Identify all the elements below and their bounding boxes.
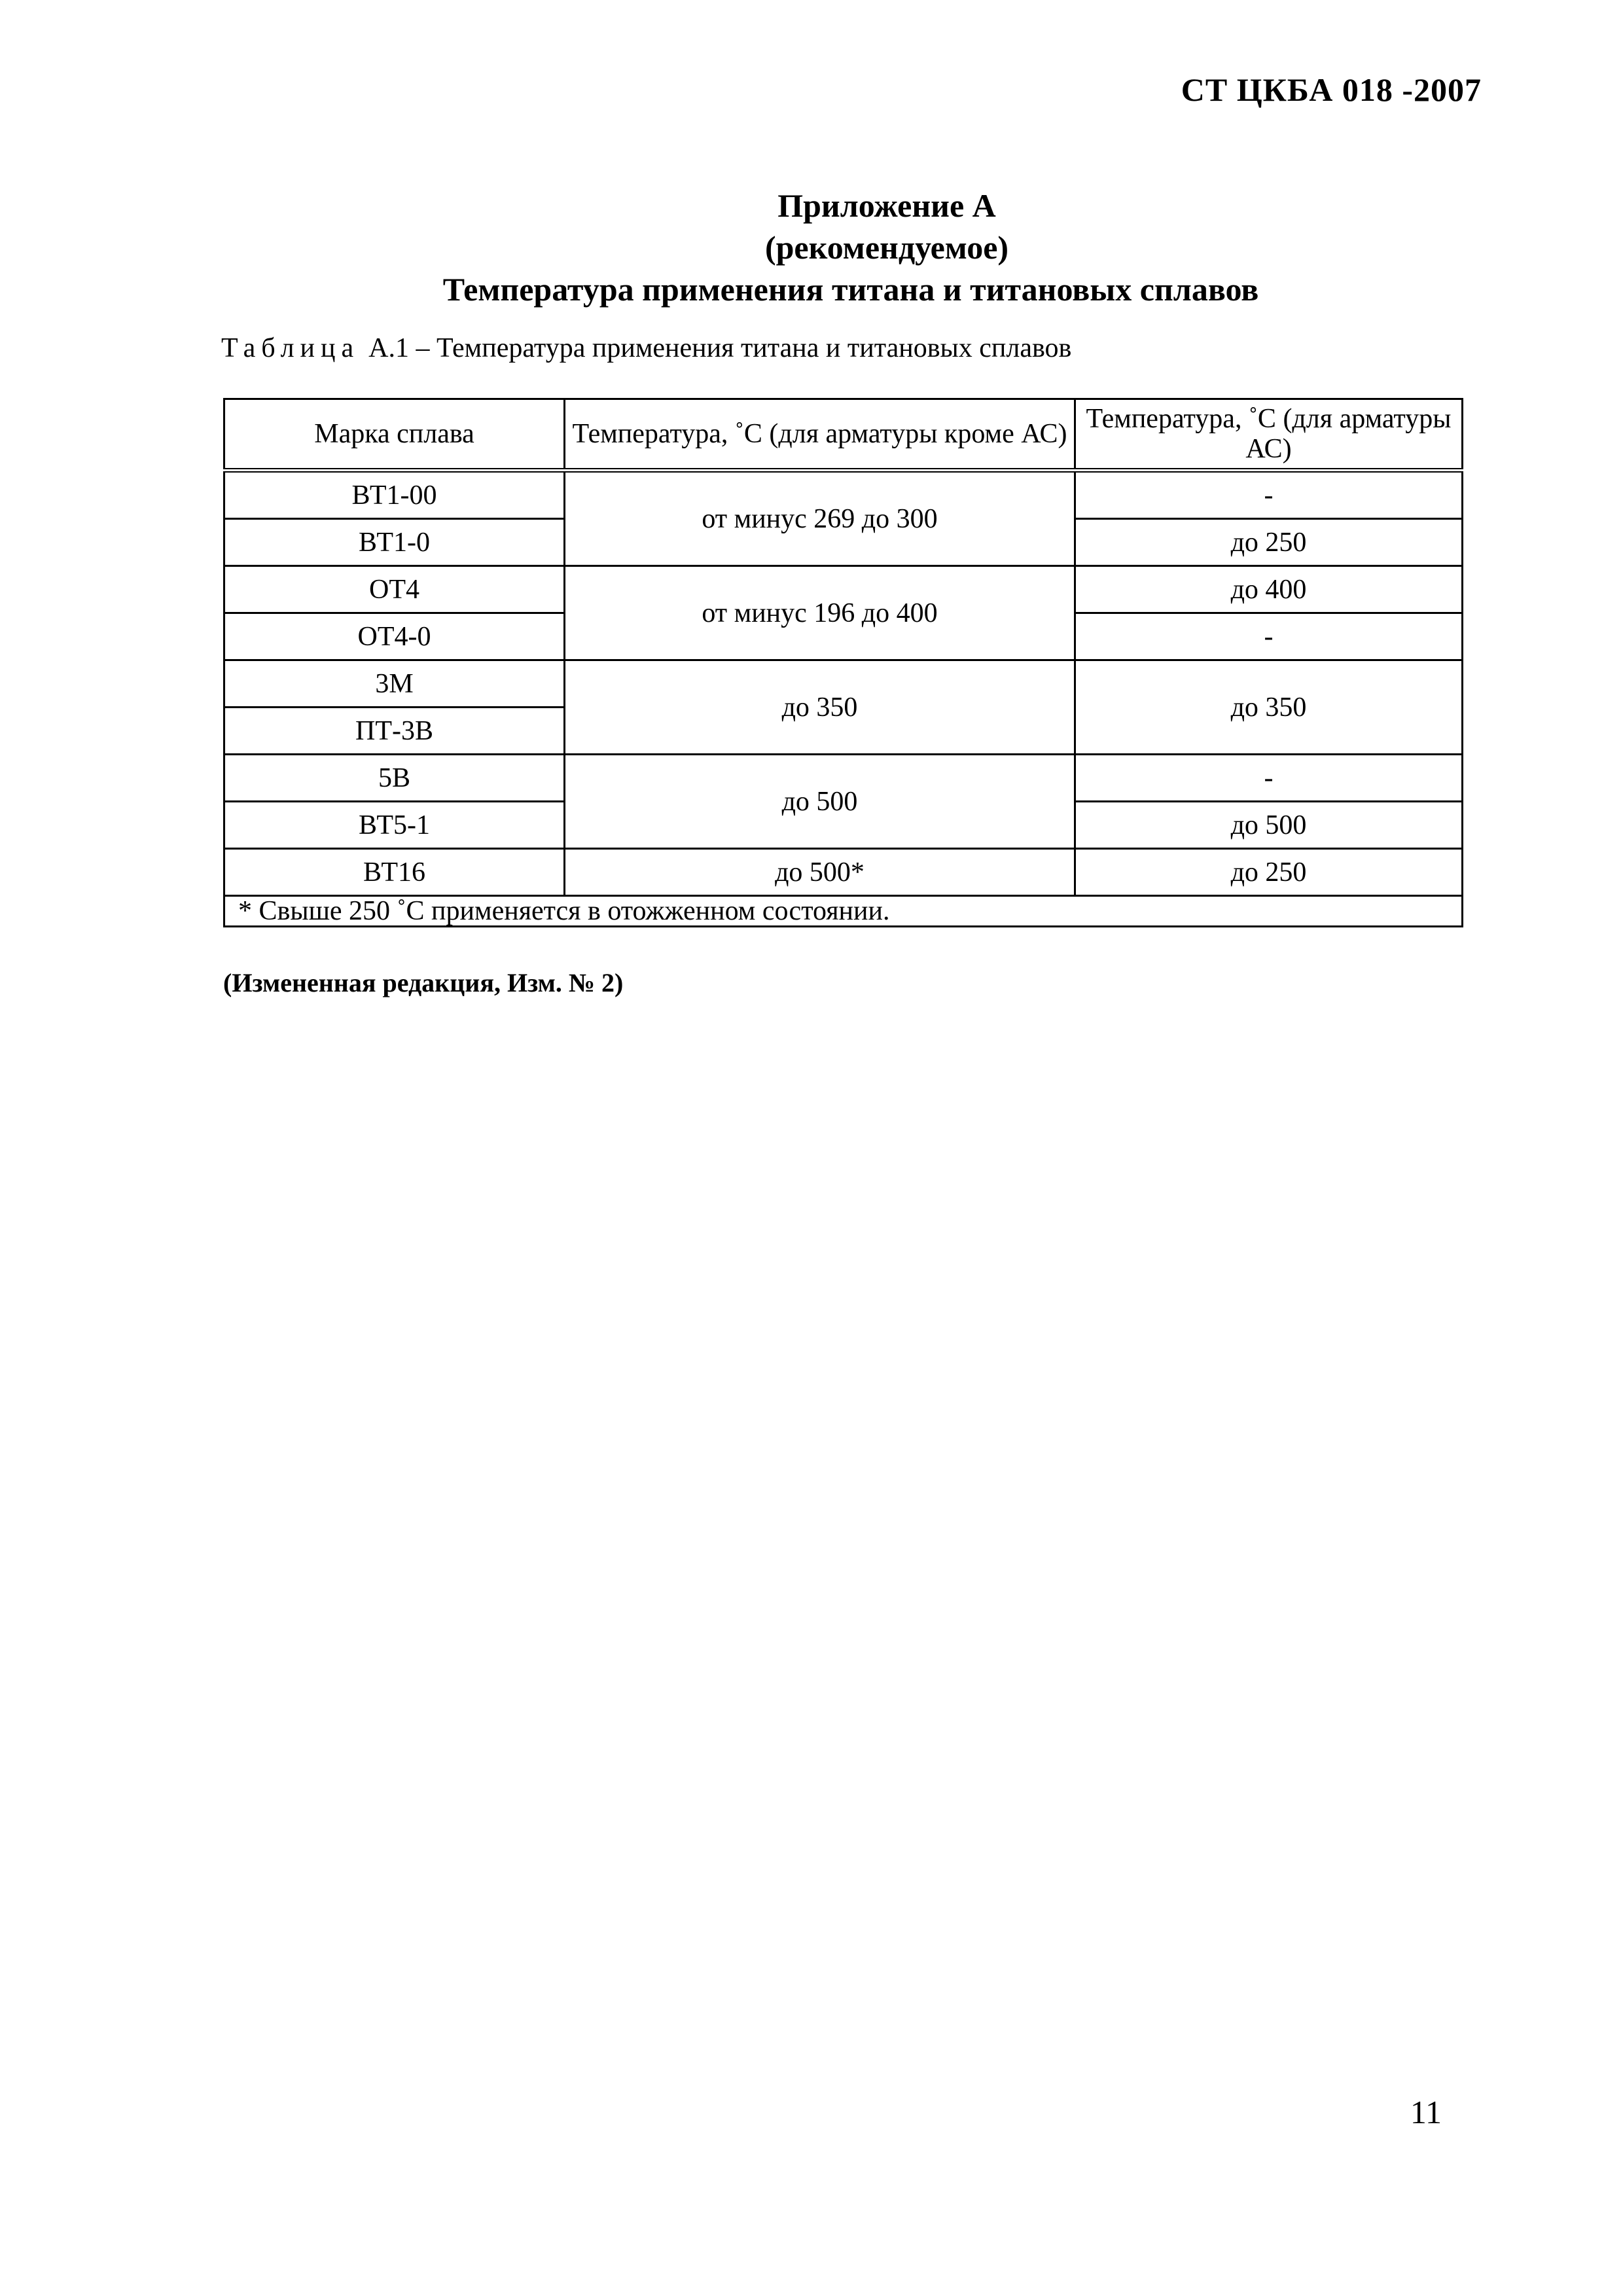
- temp-general-cell: до 500*: [565, 849, 1075, 896]
- header-alloy-grade: Марка сплава: [224, 399, 565, 471]
- alloy-grade-cell: ВТ16: [224, 849, 565, 896]
- page-number: 11: [1410, 2094, 1442, 2130]
- table-row: [224, 849, 1463, 896]
- table-footnote: * Свыше 250 ˚С применяется в отожженном состоянии.: [224, 896, 1463, 927]
- table-row: [224, 755, 1463, 802]
- alloy-grade-cell: ПТ-3В: [224, 708, 565, 755]
- document-code: СТ ЦКБА 018 -2007: [1181, 71, 1482, 108]
- alloy-grade-cell: ОТ4-0: [224, 613, 565, 660]
- appendix-heading: [0, 185, 1623, 310]
- appendix-status: (рекомендуемое): [764, 229, 1009, 266]
- table-caption-number: А.1: [368, 333, 409, 363]
- table-caption-label: Таблица: [221, 333, 360, 363]
- alloy-grade-cell: ВТ1-0: [224, 519, 565, 566]
- temp-general-cell: до 500: [565, 755, 1075, 849]
- table-header-row: [224, 399, 1463, 471]
- table-footnote-row: [224, 896, 1463, 927]
- alloy-temperature-table: [223, 398, 1463, 927]
- header-temp-as: Температура, ˚С (для арматуры АС): [1075, 399, 1463, 471]
- alloy-grade-cell: 5В: [224, 755, 565, 802]
- temp-general-cell: от минус 269 до 300: [565, 471, 1075, 566]
- temp-general-cell: до 350: [565, 660, 1075, 755]
- alloy-grade-cell: ВТ5-1: [224, 802, 565, 849]
- table-row: [224, 471, 1463, 519]
- table-row: [224, 566, 1463, 613]
- temp-as-cell: -: [1075, 755, 1463, 802]
- alloy-grade-cell: 3М: [224, 660, 565, 708]
- appendix-title: Приложение А: [777, 187, 996, 224]
- alloy-grade-cell: ОТ4: [224, 566, 565, 613]
- temp-as-cell: до 350: [1075, 660, 1463, 755]
- temp-as-cell: до 400: [1075, 566, 1463, 613]
- table-caption: [221, 332, 1071, 364]
- temp-as-cell: до 500: [1075, 802, 1463, 849]
- temp-as-cell: -: [1075, 471, 1463, 519]
- appendix-subject: Температура применения титана и титановых сплавов: [442, 271, 1259, 308]
- temp-as-cell: -: [1075, 613, 1463, 660]
- temp-as-cell: до 250: [1075, 519, 1463, 566]
- header-temp-general: Температура, ˚С (для арматуры кроме АС): [565, 399, 1075, 471]
- edition-note: (Измененная редакция, Изм. № 2): [223, 968, 624, 997]
- temp-as-cell: до 250: [1075, 849, 1463, 896]
- alloy-grade-cell: ВТ1-00: [224, 471, 565, 519]
- temp-general-cell: от минус 196 до 400: [565, 566, 1075, 660]
- table-row: [224, 660, 1463, 708]
- table-caption-text: – Температура применения титана и титановых сплавов: [416, 333, 1072, 363]
